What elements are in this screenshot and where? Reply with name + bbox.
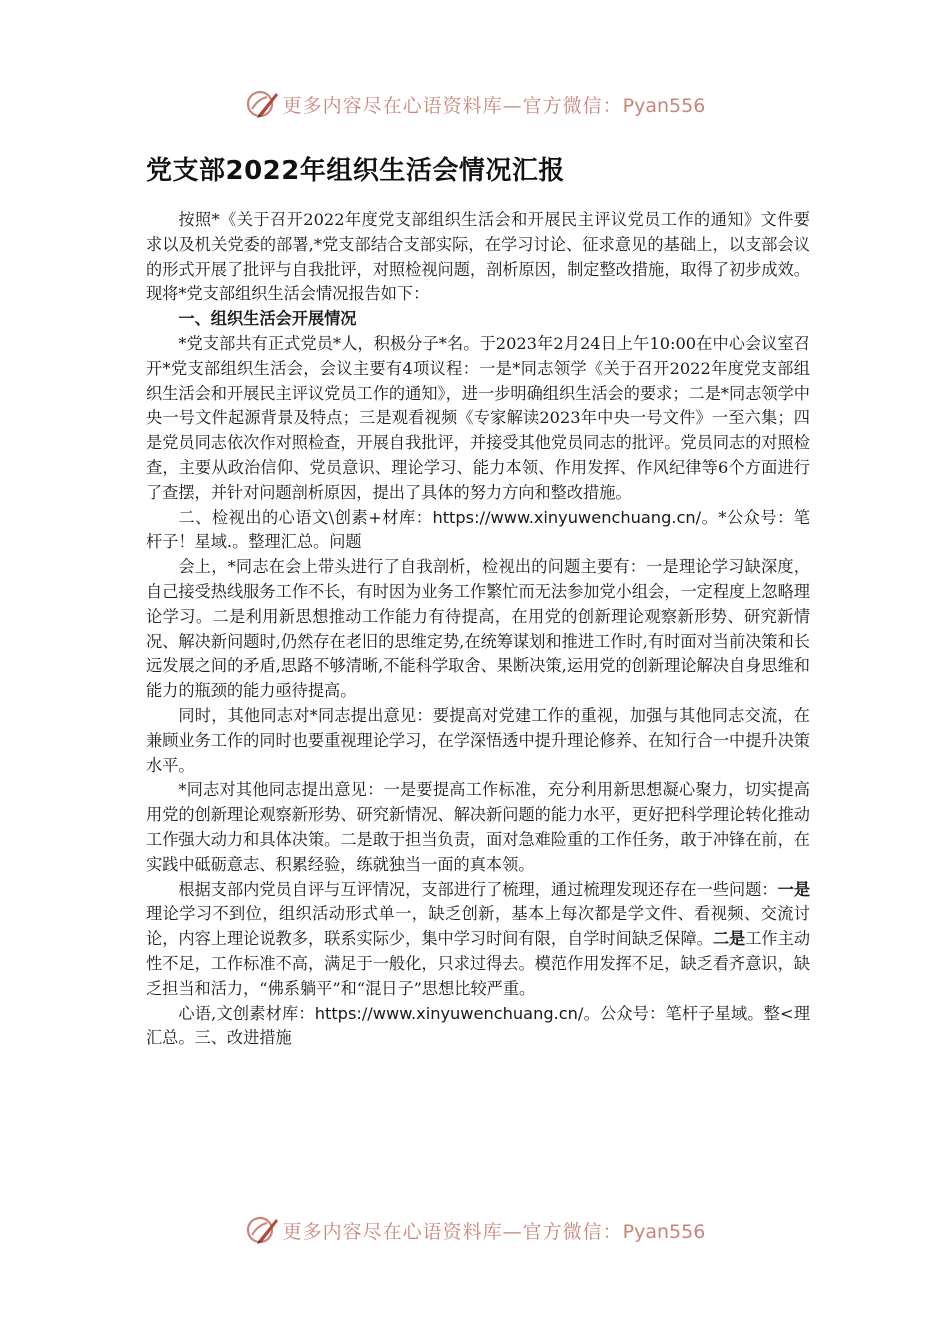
- paragraph-meeting: *党支部共有正式党员*人，积极分子*名。于2023年2月24日上午10:00在中心会议室召开*党支部组织生活会，会议主要有4项议程：一是*同志领学《关于召开2022年度党支部组织生活会和开展民主评议党员工作的通知》，进一步明确组织生活会的要求；二是*同志领学中央一号文件起源背景及特点；三是观看视频《专家解读2023年中央一号文件》一至六集；四是党员同志依次作对照检查，开展自我批评，并接受其他党员同志的批评。党员同志的对照检查，主要从政治信仰、党员意识、理论学习、能力本领、作用发挥、作风纪律等6个方面进行了查摆，并针对问题剖析原因，提出了具体的努力方向和整改措施。: [146, 333, 810, 502]
- paragraph-peer-opinion: 同时，其他同志对*同志提出意见：要提高对党建工作的重视，加强与其他同志交流，在兼顾业务工作的同时也要重视理论学习，在学深悟透中提升理论修养、在知行合一中提升决策水平。: [146, 705, 810, 775]
- document-title: 党支部2022年组织生活会情况汇报: [146, 156, 565, 186]
- wechat-handle: Pyan556: [622, 1220, 706, 1243]
- paragraph-problems: 根据支部内党员自评与互评情况，支部进行了梳理，通过梳理发现还存在一些问题：一是理论学习不到位，组织活动形式单一，缺乏创新，基本上每次都是学文件、看视频、交流讨论，内容上理论说教多，联系实际少，集中学习时间有限，自学时间缺乏保障。二是工作主动性不足，工作标准不高，满足于一般化，只求过得去。模范作用发挥不足，缺乏看齐意识，缺乏担当和活力，“佛系躺平”和“混日子”思想比较严重。: [146, 879, 811, 998]
- footer-banner: [0, 1210, 950, 1250]
- paragraph-section-3: 心语,文创素材库：https://www.xinyuwenchuang.cn/。公众号：笔杆子星域。整<理汇总。三、改进措施: [146, 1003, 810, 1048]
- pen-logo-icon: [245, 87, 279, 121]
- paragraph-self-analysis: 会上，*同志在会上带头进行了自我剖析，检视出的问题主要有：一是理论学习缺深度，自己接受热线服务工作不长，有时因为业务工作繁忙而无法参加党小组会，一定程度上忽略理论学习。二是利用新思想推动工作能力有待提高，在用党的创新理论观察新形势、研究新情况、解决新问题时,仍然存在老旧的思维定势,在统筹谋划和推进工作时,有时面对当前决策和长远发展之间的矛盾,思路不够清晰,不能科学取舍、果断决策,运用党的创新理论解决自身思维和能力的瓶颈的能力亟待提高。: [146, 557, 810, 701]
- resource-url: https://www.xinyuwenchuang.cn/: [432, 507, 702, 527]
- wechat-handle: Pyan556: [622, 94, 706, 117]
- section-heading-1: 一、组织生活会开展情况: [178, 309, 357, 329]
- banner-text: 更多内容尽在心语资料库—官方微信：Pyan556: [282, 1220, 706, 1243]
- resource-url-2: https://www.xinyuwenchuang.cn/: [314, 1003, 584, 1023]
- pen-logo-icon: [245, 1213, 279, 1247]
- header-banner: [0, 84, 950, 124]
- paragraph-intro: 按照*《关于召开2022年度党支部组织生活会和开展民主评议党员工作的通知》文件要求以及机关党委的部署,*党支部结合支部实际，在学习讨论、征求意见的基础上，以支部会议的形式开展了批评与自我批评，对照检视问题，剖析原因，制定整改措施，取得了初步成效。现将*党支部组织生活会情况报告如下：: [146, 210, 810, 304]
- document-body: [146, 208, 810, 1051]
- banner-text: 更多内容尽在心语资料库—官方微信：Pyan556: [282, 94, 706, 117]
- paragraph-section-2: 二、检视出的心语文\创素+材库：https://www.xinyuwenchuang.cn/。*公众号：笔杆子！星域.。整理汇总。问题: [146, 507, 810, 552]
- paragraph-opinion-to-others: *同志对其他同志提出意见：一是要提高工作标准，充分利用新思想凝心聚力，切实提高用党的创新理论观察新形势、研究新情况、解决新问题的能力水平，更好把科学理论转化推动工作强大动力和具体决策。二是敢于担当负责，面对急难险重的工作任务，敢于冲锋在前，在实践中砥砺意志、积累经验，练就独当一面的真本领。: [146, 780, 810, 874]
